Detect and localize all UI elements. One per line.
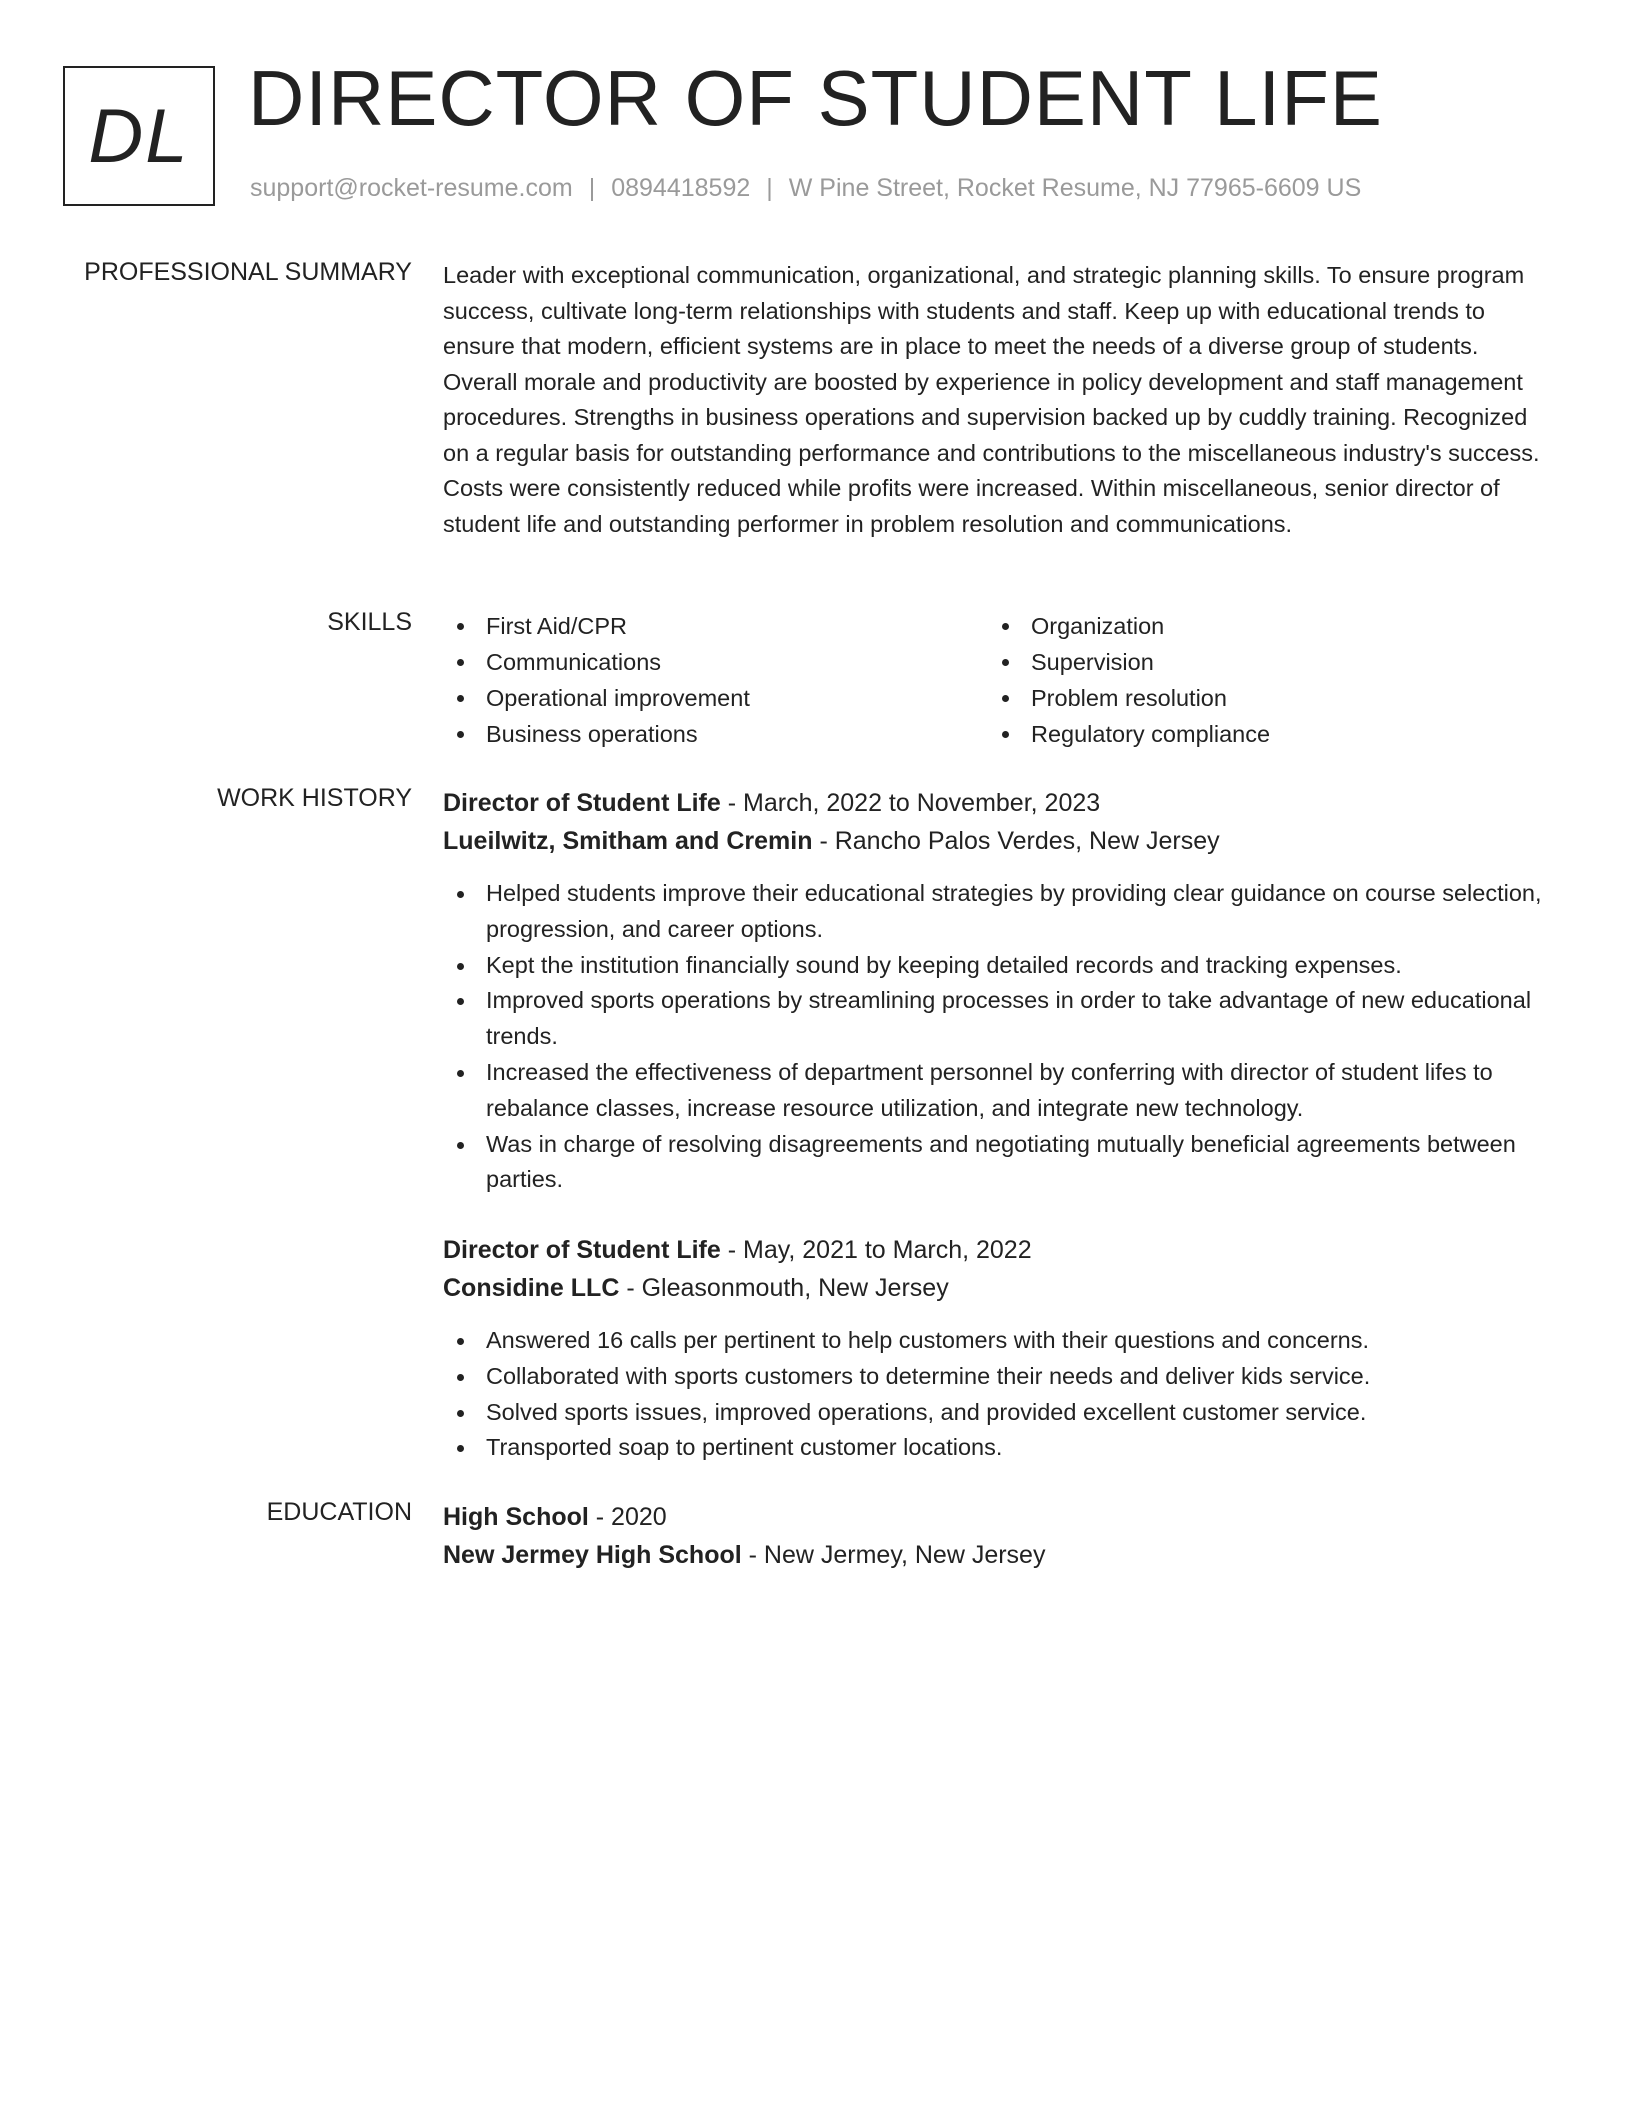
section-label-education: EDUCATION [266, 1498, 412, 1526]
skill-item: Regulatory compliance [988, 716, 1533, 752]
education-year: - 2020 [588, 1503, 667, 1531]
education-degree-line [443, 1498, 1543, 1536]
skill-item: Operational improvement [443, 680, 988, 716]
skill-item: Supervision [988, 644, 1533, 680]
contact-email: support@rocket-resume.com [250, 174, 573, 202]
summary-text: Leader with exceptional communication, organizational, and strategic planning skills. To ensure program success, cultivate long-term relationships with students and staff. Keep up with educational trends to ensure that modern, efficient systems are in place to meet the needs of a diverse group of students. Overall morale and productivity are boosted by experience in policy development and staff management procedures. Strengths in business operations and supervision backed up by cuddly training. Recognized on a regular basis for outstanding performance and contributions to the miscellaneous industry's success. Costs were consistently reduced while profits were increased. Within miscellaneous, senior director of student life and outstanding performer in problem resolution and communications. [443, 262, 1540, 537]
education-degree: High School [443, 1503, 589, 1531]
section-label-skills: SKILLS [327, 608, 412, 636]
education-school: New Jermey High School [443, 1541, 742, 1569]
job-company: Considine LLC [443, 1274, 620, 1302]
job-bullet: Improved sports operations by streamlining processes in order to take advantage of new educational trends. [443, 983, 1543, 1055]
job-entry [443, 784, 1543, 1198]
contact-separator: | [766, 174, 773, 202]
skill-item: First Aid/CPR [443, 608, 988, 644]
job-company-line [443, 822, 1543, 860]
section-label-summary: PROFESSIONAL SUMMARY [84, 258, 412, 286]
skills-column-right [988, 608, 1533, 752]
job-bullet: Increased the effectiveness of department personnel by conferring with director of student lifes to rebalance classes, increase resource utilization, and integrate new technology. [443, 1055, 1543, 1127]
skill-item: Problem resolution [988, 680, 1533, 716]
job-title-line [443, 1231, 1543, 1269]
job-title-line [443, 784, 1543, 822]
job-entry [443, 1231, 1543, 1466]
resume-name: DIRECTOR OF STUDENT LIFE [248, 54, 1383, 142]
job-bullet: Kept the institution financially sound by keeping detailed records and tracking expenses. [443, 948, 1543, 984]
job-bullet: Helped students improve their educational strategies by providing clear guidance on course selection, progression, and career options. [443, 876, 1543, 948]
job-location: - Gleasonmouth, New Jersey [619, 1274, 949, 1302]
job-bullet: Answered 16 calls per pertinent to help customers with their questions and concerns. [443, 1323, 1543, 1359]
contact-address: W Pine Street, Rocket Resume, NJ 77965-6609 US [788, 174, 1362, 202]
education-school-line [443, 1536, 1543, 1574]
section-label-work: WORK HISTORY [217, 784, 412, 812]
skill-item: Business operations [443, 716, 988, 752]
job-bullet: Transported soap to pertinent customer locations. [443, 1430, 1543, 1466]
contact-separator: | [588, 174, 596, 202]
contact-line [250, 174, 1361, 203]
job-bullets [443, 876, 1543, 1198]
job-title: Director of Student Life [443, 1236, 721, 1264]
job-company: Lueilwitz, Smitham and Cremin [443, 827, 813, 855]
job-bullet: Was in charge of resolving disagreements and negotiating mutually beneficial agreements between parties. [443, 1127, 1543, 1199]
monogram-badge [63, 66, 215, 206]
education-location: - New Jermey, New Jersey [741, 1541, 1046, 1569]
job-bullet: Collaborated with sports customers to determine their needs and deliver kids service. [443, 1359, 1543, 1395]
education-entry [443, 1498, 1543, 1574]
skill-item: Organization [988, 608, 1533, 644]
job-dates: - March, 2022 to November, 2023 [720, 789, 1101, 817]
job-dates: - May, 2021 to March, 2022 [720, 1236, 1032, 1264]
skills-list [443, 608, 1543, 752]
skill-item: Communications [443, 644, 988, 680]
job-location: - Rancho Palos Verdes, New Jersey [812, 827, 1220, 855]
contact-phone: 0894418592 [611, 174, 751, 202]
job-bullets [443, 1323, 1543, 1466]
job-bullet: Solved sports issues, improved operations, and provided excellent customer service. [443, 1395, 1543, 1431]
skills-column-left [443, 608, 988, 752]
monogram-text: DL [88, 93, 190, 179]
job-title: Director of Student Life [443, 789, 721, 817]
job-company-line [443, 1269, 1543, 1307]
